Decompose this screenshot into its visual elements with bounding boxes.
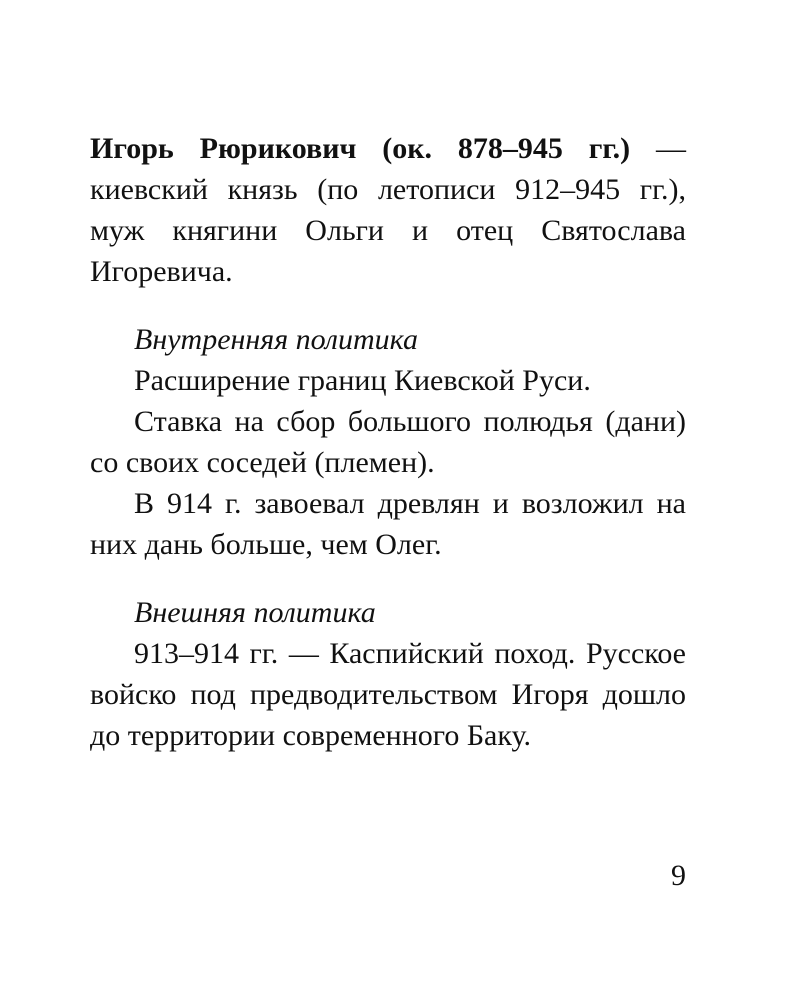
entry-heading: Игорь Рюрикович (ок. 878–945 гг.) bbox=[90, 132, 631, 165]
domestic-paragraph-3: В 914 г. завоевал древлян и возложил на них дань больше, чем Олег. bbox=[90, 487, 686, 561]
entry-dash: — bbox=[630, 132, 687, 165]
section-foreign-policy bbox=[90, 592, 686, 756]
foreign-paragraph-1: 913–914 гг. — Каспийский поход. Русское войско под предводительством Игоря дошло до территории современного Баку. bbox=[90, 637, 686, 752]
section-title-domestic: Внутренняя политика bbox=[134, 323, 418, 356]
entry-description: киевский князь (по летописи 912–945 гг.), муж княгини Ольги и отец Святослава Игоревича. bbox=[90, 173, 686, 288]
domestic-paragraph-1: Расширение границ Киевской Руси. bbox=[134, 364, 591, 397]
section-domestic-policy bbox=[90, 319, 686, 565]
entry-intro bbox=[90, 128, 686, 292]
page-number: 9 bbox=[671, 859, 686, 892]
domestic-paragraph-2: Ставка на сбор большого полюдья (дани) со своих соседей (племен). bbox=[90, 405, 686, 479]
book-page-content bbox=[90, 128, 686, 756]
section-title-foreign: Внешняя политика bbox=[134, 596, 376, 629]
